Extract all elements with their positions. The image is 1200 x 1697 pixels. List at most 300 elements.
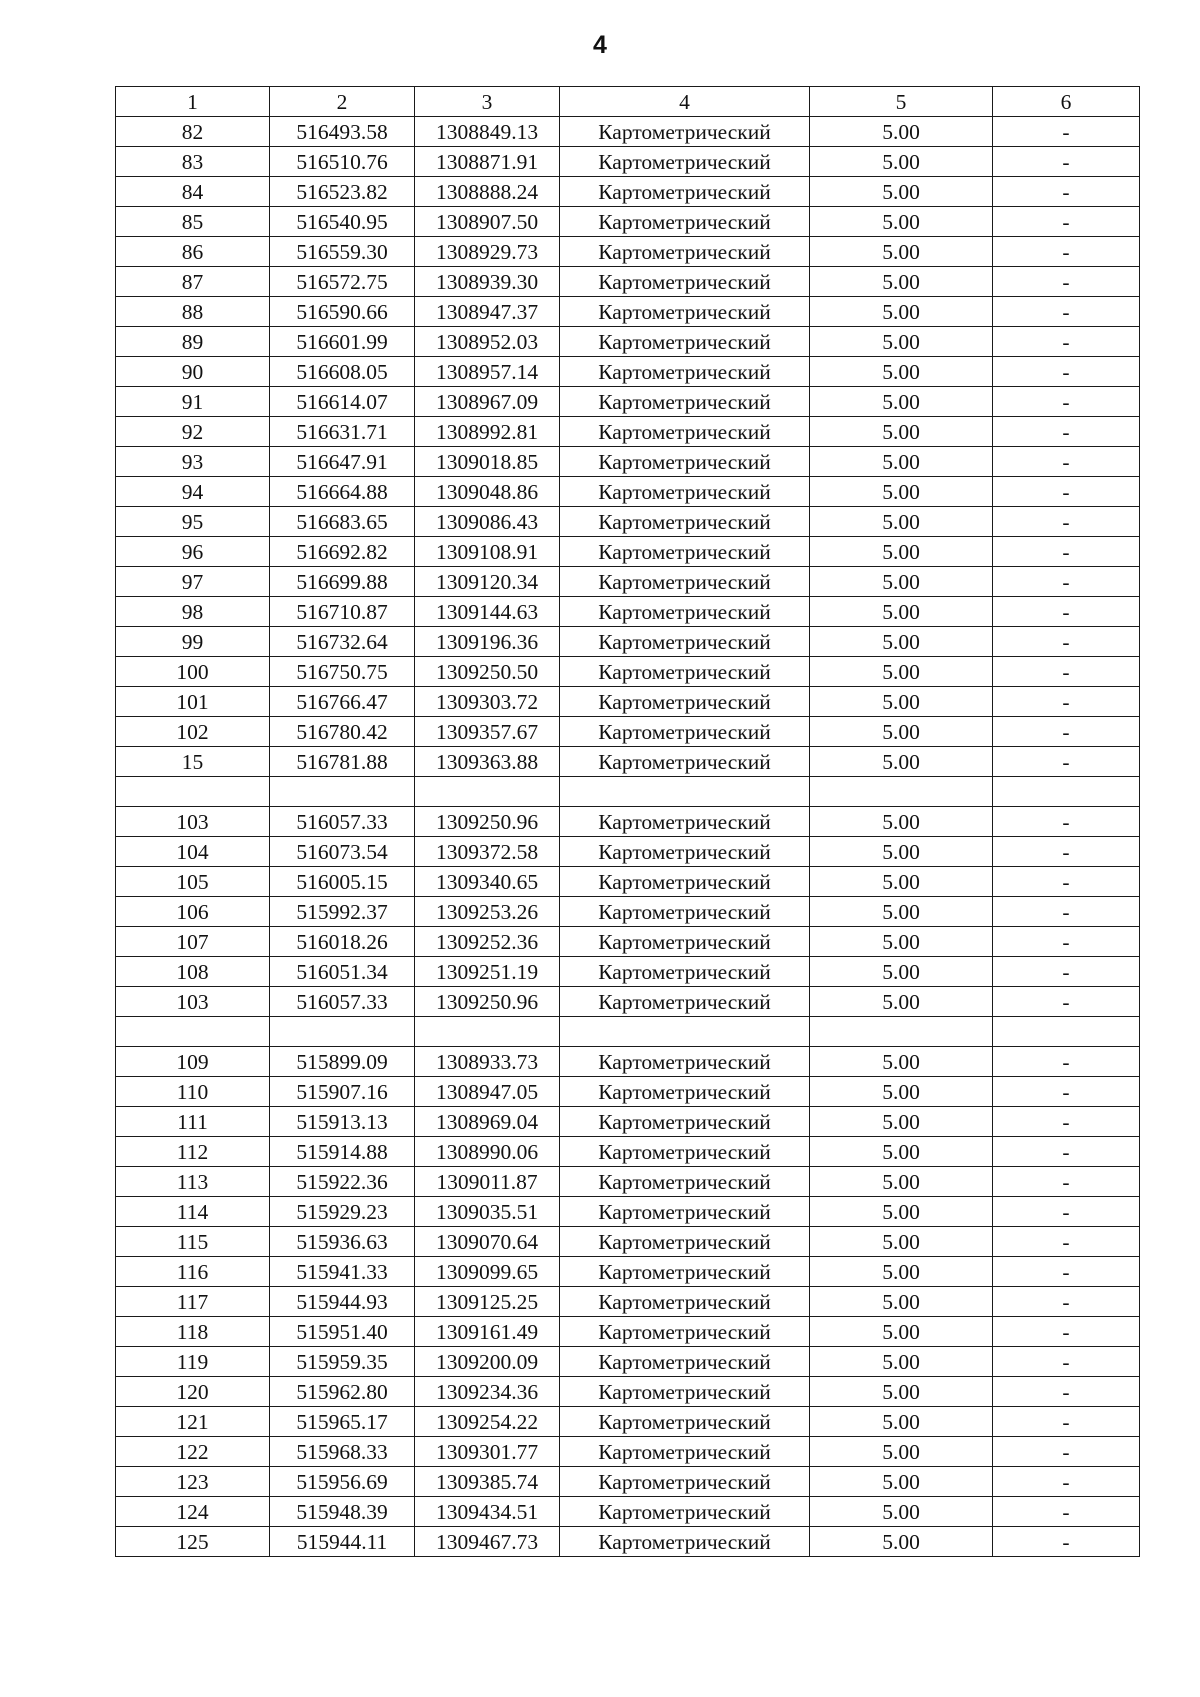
description-cell: -: [993, 1497, 1140, 1527]
y-coordinate-cell: 1309372.58: [415, 837, 560, 867]
table-row: [116, 897, 1140, 927]
table-body: [116, 117, 1140, 1557]
y-coordinate-cell: 1308992.81: [415, 417, 560, 447]
description-cell: -: [993, 927, 1140, 957]
accuracy-cell: 5.00: [810, 597, 993, 627]
method-cell: Картометрический: [560, 867, 810, 897]
x-coordinate-cell: 516073.54: [270, 837, 415, 867]
table-row: [116, 1497, 1140, 1527]
y-coordinate-cell: 1308947.37: [415, 297, 560, 327]
accuracy-cell: 5.00: [810, 717, 993, 747]
point-number-cell: 89: [116, 327, 270, 357]
description-cell: -: [993, 1467, 1140, 1497]
x-coordinate-cell: 515962.80: [270, 1377, 415, 1407]
method-cell: Картометрический: [560, 237, 810, 267]
table-row: [116, 627, 1140, 657]
accuracy-cell: 5.00: [810, 207, 993, 237]
y-coordinate-cell: 1309125.25: [415, 1287, 560, 1317]
table-row: [116, 447, 1140, 477]
x-coordinate-cell: 516647.91: [270, 447, 415, 477]
x-coordinate-cell: 516057.33: [270, 807, 415, 837]
point-number-cell: 95: [116, 507, 270, 537]
method-cell: Картометрический: [560, 1167, 810, 1197]
point-number-cell: 110: [116, 1077, 270, 1107]
accuracy-cell: 5.00: [810, 477, 993, 507]
y-coordinate-cell: 1309254.22: [415, 1407, 560, 1437]
y-coordinate-cell: 1308849.13: [415, 117, 560, 147]
x-coordinate-cell: 516608.05: [270, 357, 415, 387]
table-row: [116, 267, 1140, 297]
y-coordinate-cell: 1309200.09: [415, 1347, 560, 1377]
description-cell: -: [993, 1167, 1140, 1197]
x-coordinate-cell: 516699.88: [270, 567, 415, 597]
x-coordinate-cell: 515965.17: [270, 1407, 415, 1437]
table-row: [116, 237, 1140, 267]
x-coordinate-cell: 516493.58: [270, 117, 415, 147]
accuracy-cell: 5.00: [810, 987, 993, 1017]
x-coordinate-cell: 516051.34: [270, 957, 415, 987]
accuracy-cell: 5.00: [810, 927, 993, 957]
x-coordinate-cell: 516572.75: [270, 267, 415, 297]
method-cell: Картометрический: [560, 837, 810, 867]
x-coordinate-cell: 515907.16: [270, 1077, 415, 1107]
y-coordinate-cell: 1308990.06: [415, 1137, 560, 1167]
y-coordinate-cell: 1309357.67: [415, 717, 560, 747]
table-row: [116, 1167, 1140, 1197]
accuracy-cell: [810, 777, 993, 807]
point-number-cell: 117: [116, 1287, 270, 1317]
description-cell: -: [993, 867, 1140, 897]
accuracy-cell: 5.00: [810, 237, 993, 267]
y-coordinate-cell: [415, 1017, 560, 1047]
x-coordinate-cell: [270, 1017, 415, 1047]
point-number-cell: 86: [116, 237, 270, 267]
x-coordinate-cell: 516781.88: [270, 747, 415, 777]
description-cell: -: [993, 537, 1140, 567]
description-cell: -: [993, 627, 1140, 657]
point-number-cell: 119: [116, 1347, 270, 1377]
description-cell: -: [993, 1227, 1140, 1257]
y-coordinate-cell: 1309196.36: [415, 627, 560, 657]
point-number-cell: [116, 777, 270, 807]
y-coordinate-cell: 1309252.36: [415, 927, 560, 957]
table-row: [116, 1077, 1140, 1107]
y-coordinate-cell: 1308871.91: [415, 147, 560, 177]
description-cell: -: [993, 1107, 1140, 1137]
x-coordinate-cell: 516732.64: [270, 627, 415, 657]
method-cell: Картометрический: [560, 807, 810, 837]
table-row: [116, 687, 1140, 717]
y-coordinate-cell: 1309303.72: [415, 687, 560, 717]
accuracy-cell: 5.00: [810, 447, 993, 477]
x-coordinate-cell: 516523.82: [270, 177, 415, 207]
table-header: [116, 87, 1140, 117]
table-row: [116, 1527, 1140, 1557]
description-cell: -: [993, 327, 1140, 357]
accuracy-cell: 5.00: [810, 1197, 993, 1227]
table-row: [116, 207, 1140, 237]
method-cell: Картометрический: [560, 1347, 810, 1377]
point-number-cell: 92: [116, 417, 270, 447]
table-row: [116, 1317, 1140, 1347]
method-cell: Картометрический: [560, 1377, 810, 1407]
y-coordinate-cell: 1309099.65: [415, 1257, 560, 1287]
y-coordinate-cell: 1309251.19: [415, 957, 560, 987]
point-number-cell: 109: [116, 1047, 270, 1077]
table-row: [116, 837, 1140, 867]
method-cell: Картометрический: [560, 267, 810, 297]
x-coordinate-cell: 516614.07: [270, 387, 415, 417]
y-coordinate-cell: 1308967.09: [415, 387, 560, 417]
y-coordinate-cell: 1308957.14: [415, 357, 560, 387]
method-cell: [560, 777, 810, 807]
x-coordinate-cell: 516750.75: [270, 657, 415, 687]
header-cell-5: 5: [810, 87, 993, 117]
method-cell: Картометрический: [560, 1317, 810, 1347]
method-cell: Картометрический: [560, 1527, 810, 1557]
x-coordinate-cell: 516780.42: [270, 717, 415, 747]
point-number-cell: 120: [116, 1377, 270, 1407]
description-cell: -: [993, 207, 1140, 237]
description-cell: -: [993, 237, 1140, 267]
method-cell: Картометрический: [560, 1197, 810, 1227]
description-cell: -: [993, 507, 1140, 537]
table-row: [116, 1017, 1140, 1047]
method-cell: Картометрический: [560, 927, 810, 957]
x-coordinate-cell: 515899.09: [270, 1047, 415, 1077]
description-cell: -: [993, 717, 1140, 747]
method-cell: Картометрический: [560, 1107, 810, 1137]
point-number-cell: [116, 1017, 270, 1047]
method-cell: Картометрический: [560, 687, 810, 717]
x-coordinate-cell: 515929.23: [270, 1197, 415, 1227]
header-row: [116, 87, 1140, 117]
accuracy-cell: 5.00: [810, 147, 993, 177]
description-cell: -: [993, 1197, 1140, 1227]
point-number-cell: 103: [116, 807, 270, 837]
accuracy-cell: 5.00: [810, 1467, 993, 1497]
accuracy-cell: 5.00: [810, 417, 993, 447]
accuracy-cell: 5.00: [810, 1437, 993, 1467]
method-cell: Картометрический: [560, 1047, 810, 1077]
table-row: [116, 537, 1140, 567]
point-number-cell: 83: [116, 147, 270, 177]
table-row: [116, 357, 1140, 387]
point-number-cell: 111: [116, 1107, 270, 1137]
point-number-cell: 115: [116, 1227, 270, 1257]
point-number-cell: 103: [116, 987, 270, 1017]
table-row: [116, 1437, 1140, 1467]
accuracy-cell: 5.00: [810, 687, 993, 717]
point-number-cell: 99: [116, 627, 270, 657]
description-cell: -: [993, 387, 1140, 417]
accuracy-cell: 5.00: [810, 117, 993, 147]
table-row: [116, 867, 1140, 897]
point-number-cell: 93: [116, 447, 270, 477]
x-coordinate-cell: 516692.82: [270, 537, 415, 567]
x-coordinate-cell: 515956.69: [270, 1467, 415, 1497]
accuracy-cell: 5.00: [810, 1347, 993, 1377]
method-cell: Картометрический: [560, 1407, 810, 1437]
point-number-cell: 116: [116, 1257, 270, 1287]
x-coordinate-cell: 516018.26: [270, 927, 415, 957]
description-cell: -: [993, 1407, 1140, 1437]
method-cell: Картометрический: [560, 1227, 810, 1257]
method-cell: Картометрический: [560, 447, 810, 477]
description-cell: -: [993, 1047, 1140, 1077]
accuracy-cell: 5.00: [810, 357, 993, 387]
point-number-cell: 91: [116, 387, 270, 417]
description-cell: -: [993, 117, 1140, 147]
description-cell: -: [993, 1377, 1140, 1407]
point-number-cell: 118: [116, 1317, 270, 1347]
x-coordinate-cell: 516710.87: [270, 597, 415, 627]
method-cell: Картометрический: [560, 327, 810, 357]
y-coordinate-cell: 1309048.86: [415, 477, 560, 507]
description-cell: -: [993, 1287, 1140, 1317]
table-row: [116, 807, 1140, 837]
description-cell: -: [993, 147, 1140, 177]
description-cell: -: [993, 1077, 1140, 1107]
coordinates-table: [115, 86, 1140, 1557]
method-cell: Картометрический: [560, 717, 810, 747]
table-row: [116, 477, 1140, 507]
point-number-cell: 84: [116, 177, 270, 207]
accuracy-cell: 5.00: [810, 837, 993, 867]
method-cell: Картометрический: [560, 897, 810, 927]
y-coordinate-cell: 1309253.26: [415, 897, 560, 927]
accuracy-cell: [810, 1017, 993, 1047]
description-cell: -: [993, 837, 1140, 867]
point-number-cell: 82: [116, 117, 270, 147]
y-coordinate-cell: 1309011.87: [415, 1167, 560, 1197]
description-cell: -: [993, 747, 1140, 777]
y-coordinate-cell: 1309108.91: [415, 537, 560, 567]
description-cell: -: [993, 417, 1140, 447]
x-coordinate-cell: 515944.11: [270, 1527, 415, 1557]
table-row: [116, 1347, 1140, 1377]
y-coordinate-cell: 1309018.85: [415, 447, 560, 477]
table-row: [116, 747, 1140, 777]
table-row: [116, 717, 1140, 747]
y-coordinate-cell: 1309385.74: [415, 1467, 560, 1497]
x-coordinate-cell: 516683.65: [270, 507, 415, 537]
method-cell: Картометрический: [560, 657, 810, 687]
table-row: [116, 777, 1140, 807]
point-number-cell: 98: [116, 597, 270, 627]
x-coordinate-cell: 516590.66: [270, 297, 415, 327]
x-coordinate-cell: 515922.36: [270, 1167, 415, 1197]
method-cell: Картометрический: [560, 417, 810, 447]
x-coordinate-cell: 516057.33: [270, 987, 415, 1017]
description-cell: -: [993, 1437, 1140, 1467]
table-row: [116, 1227, 1140, 1257]
y-coordinate-cell: 1308929.73: [415, 237, 560, 267]
accuracy-cell: 5.00: [810, 1227, 993, 1257]
accuracy-cell: 5.00: [810, 1317, 993, 1347]
accuracy-cell: 5.00: [810, 327, 993, 357]
method-cell: Картометрический: [560, 147, 810, 177]
accuracy-cell: 5.00: [810, 567, 993, 597]
header-cell-4: 4: [560, 87, 810, 117]
x-coordinate-cell: 516601.99: [270, 327, 415, 357]
x-coordinate-cell: 516540.95: [270, 207, 415, 237]
table-row: [116, 597, 1140, 627]
description-cell: -: [993, 1257, 1140, 1287]
accuracy-cell: 5.00: [810, 1497, 993, 1527]
header-cell-2: 2: [270, 87, 415, 117]
description-cell: -: [993, 1317, 1140, 1347]
x-coordinate-cell: 515951.40: [270, 1317, 415, 1347]
y-coordinate-cell: 1309250.96: [415, 807, 560, 837]
table-row: [116, 567, 1140, 597]
point-number-cell: 125: [116, 1527, 270, 1557]
method-cell: Картометрический: [560, 387, 810, 417]
description-cell: -: [993, 987, 1140, 1017]
accuracy-cell: 5.00: [810, 177, 993, 207]
description-cell: -: [993, 1527, 1140, 1557]
method-cell: [560, 1017, 810, 1047]
point-number-cell: 123: [116, 1467, 270, 1497]
point-number-cell: 97: [116, 567, 270, 597]
y-coordinate-cell: 1309234.36: [415, 1377, 560, 1407]
method-cell: Картометрический: [560, 1467, 810, 1497]
y-coordinate-cell: 1309340.65: [415, 867, 560, 897]
method-cell: Картометрический: [560, 477, 810, 507]
accuracy-cell: 5.00: [810, 867, 993, 897]
method-cell: Картометрический: [560, 297, 810, 327]
method-cell: Картометрический: [560, 747, 810, 777]
x-coordinate-cell: 515941.33: [270, 1257, 415, 1287]
description-cell: -: [993, 597, 1140, 627]
description-cell: -: [993, 357, 1140, 387]
table-row: [116, 1197, 1140, 1227]
table-row: [116, 297, 1140, 327]
x-coordinate-cell: 515936.63: [270, 1227, 415, 1257]
point-number-cell: 105: [116, 867, 270, 897]
page-number: 4: [593, 31, 607, 59]
point-number-cell: 121: [116, 1407, 270, 1437]
accuracy-cell: 5.00: [810, 897, 993, 927]
accuracy-cell: 5.00: [810, 1407, 993, 1437]
accuracy-cell: 5.00: [810, 297, 993, 327]
table-row: [116, 507, 1140, 537]
table-row: [116, 1137, 1140, 1167]
y-coordinate-cell: [415, 777, 560, 807]
x-coordinate-cell: 515959.35: [270, 1347, 415, 1377]
point-number-cell: 85: [116, 207, 270, 237]
y-coordinate-cell: 1308939.30: [415, 267, 560, 297]
table-row: [116, 657, 1140, 687]
header-cell-6: 6: [993, 87, 1140, 117]
accuracy-cell: 5.00: [810, 387, 993, 417]
point-number-cell: 122: [116, 1437, 270, 1467]
x-coordinate-cell: 516631.71: [270, 417, 415, 447]
y-coordinate-cell: 1309035.51: [415, 1197, 560, 1227]
table-row: [116, 327, 1140, 357]
accuracy-cell: 5.00: [810, 1287, 993, 1317]
header-cell-3: 3: [415, 87, 560, 117]
table-row: [116, 1107, 1140, 1137]
point-number-cell: 15: [116, 747, 270, 777]
description-cell: -: [993, 477, 1140, 507]
point-number-cell: 90: [116, 357, 270, 387]
table-row: [116, 177, 1140, 207]
table-row: [116, 147, 1140, 177]
x-coordinate-cell: 516510.76: [270, 147, 415, 177]
y-coordinate-cell: 1309250.50: [415, 657, 560, 687]
table-row: [116, 1287, 1140, 1317]
table-row: [116, 1047, 1140, 1077]
method-cell: Картометрический: [560, 957, 810, 987]
y-coordinate-cell: 1308952.03: [415, 327, 560, 357]
description-cell: -: [993, 177, 1140, 207]
y-coordinate-cell: 1309301.77: [415, 1437, 560, 1467]
table-row: [116, 987, 1140, 1017]
accuracy-cell: 5.00: [810, 657, 993, 687]
x-coordinate-cell: [270, 777, 415, 807]
accuracy-cell: 5.00: [810, 1077, 993, 1107]
x-coordinate-cell: 515968.33: [270, 1437, 415, 1467]
accuracy-cell: 5.00: [810, 1107, 993, 1137]
point-number-cell: 96: [116, 537, 270, 567]
accuracy-cell: 5.00: [810, 747, 993, 777]
accuracy-cell: 5.00: [810, 1527, 993, 1557]
accuracy-cell: 5.00: [810, 1047, 993, 1077]
accuracy-cell: 5.00: [810, 507, 993, 537]
y-coordinate-cell: 1309161.49: [415, 1317, 560, 1347]
table-row: [116, 387, 1140, 417]
description-cell: [993, 1017, 1140, 1047]
y-coordinate-cell: 1309120.34: [415, 567, 560, 597]
y-coordinate-cell: 1308969.04: [415, 1107, 560, 1137]
table-row: [116, 927, 1140, 957]
method-cell: Картометрический: [560, 207, 810, 237]
x-coordinate-cell: 516664.88: [270, 477, 415, 507]
x-coordinate-cell: 515913.13: [270, 1107, 415, 1137]
method-cell: Картометрический: [560, 357, 810, 387]
method-cell: Картометрический: [560, 537, 810, 567]
y-coordinate-cell: 1309434.51: [415, 1497, 560, 1527]
method-cell: Картометрический: [560, 1287, 810, 1317]
method-cell: Картометрический: [560, 117, 810, 147]
x-coordinate-cell: 515992.37: [270, 897, 415, 927]
header-cell-1: 1: [116, 87, 270, 117]
accuracy-cell: 5.00: [810, 957, 993, 987]
accuracy-cell: 5.00: [810, 267, 993, 297]
point-number-cell: 124: [116, 1497, 270, 1527]
y-coordinate-cell: 1309144.63: [415, 597, 560, 627]
x-coordinate-cell: 515948.39: [270, 1497, 415, 1527]
description-cell: -: [993, 267, 1140, 297]
description-cell: -: [993, 957, 1140, 987]
x-coordinate-cell: 515944.93: [270, 1287, 415, 1317]
point-number-cell: 108: [116, 957, 270, 987]
y-coordinate-cell: 1308907.50: [415, 207, 560, 237]
description-cell: -: [993, 297, 1140, 327]
point-number-cell: 113: [116, 1167, 270, 1197]
method-cell: Картометрический: [560, 1497, 810, 1527]
description-cell: -: [993, 567, 1140, 597]
description-cell: [993, 777, 1140, 807]
y-coordinate-cell: 1309070.64: [415, 1227, 560, 1257]
y-coordinate-cell: 1309467.73: [415, 1527, 560, 1557]
table-row: [116, 1467, 1140, 1497]
table-row: [116, 1257, 1140, 1287]
x-coordinate-cell: 516559.30: [270, 237, 415, 267]
method-cell: Картометрический: [560, 1437, 810, 1467]
y-coordinate-cell: 1308933.73: [415, 1047, 560, 1077]
